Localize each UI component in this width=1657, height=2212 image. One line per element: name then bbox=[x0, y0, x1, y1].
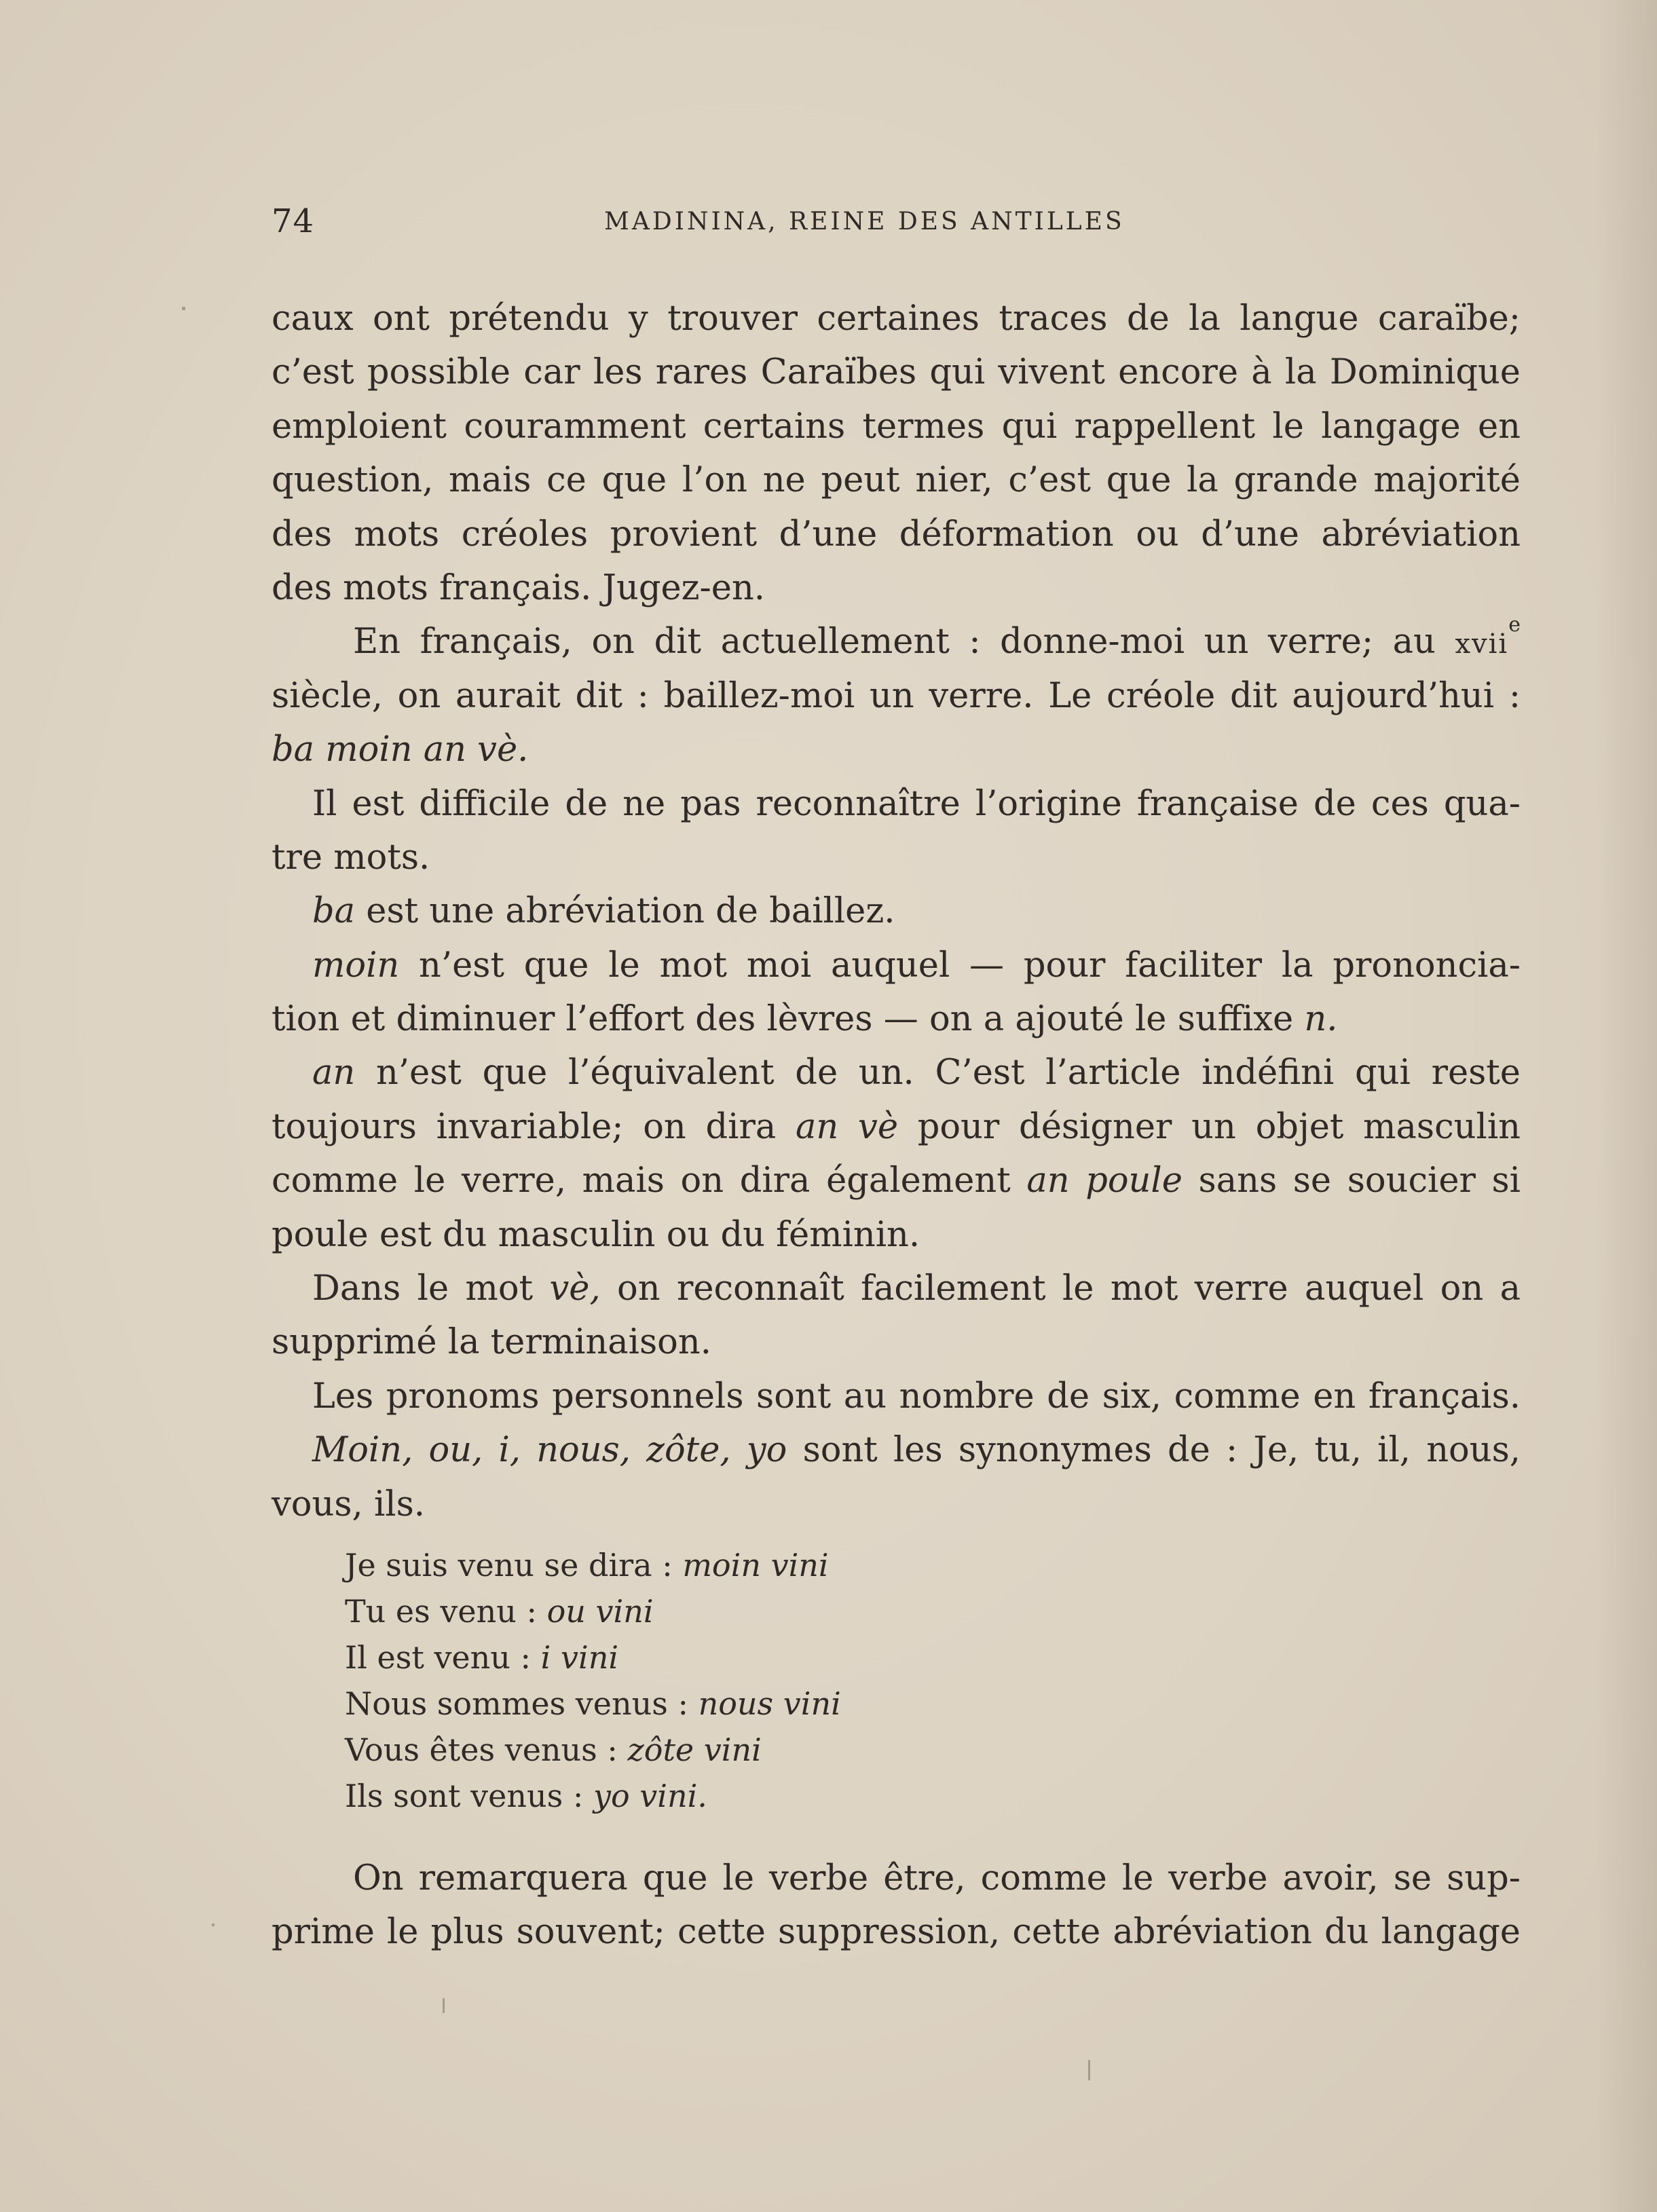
italic-creole: an vè bbox=[796, 1106, 898, 1147]
text-segment: Nous sommes venus : bbox=[345, 1685, 699, 1722]
italic-creole: nous vini bbox=[698, 1685, 841, 1722]
text-line bbox=[272, 1154, 1521, 1207]
text-segment: Dans le mot bbox=[312, 1269, 550, 1309]
text-segment: n’est que le mot moi auquel — pour faciliter la prononcia- bbox=[399, 945, 1521, 986]
text-segment: tion et diminuer l’effort des lèvres — on a ajouté le suffixe bbox=[272, 999, 1305, 1040]
conjugation-item bbox=[345, 1681, 841, 1727]
text-line bbox=[272, 939, 1521, 992]
italic-creole: ba bbox=[312, 891, 356, 932]
text-line bbox=[272, 1046, 1521, 1100]
text-line: supprimé la terminaison. bbox=[272, 1322, 711, 1363]
closing-paragraph bbox=[272, 1852, 1521, 1960]
text-line: Les pronoms personnels sont au nombre de six, comme en français. bbox=[312, 1376, 1521, 1417]
paper-speck bbox=[212, 1924, 215, 1926]
text-line bbox=[272, 1262, 1521, 1315]
running-title: MADININA, REINE DES ANTILLES bbox=[604, 208, 1125, 236]
text-line bbox=[272, 723, 1521, 776]
text-segment: n’est que l’équivalent de un. C’est l’article indéfini qui reste bbox=[355, 1053, 1521, 1093]
text-line: Il est difficile de ne pas reconnaître l’origine française de ces qua- bbox=[312, 783, 1521, 824]
text-line: vous, ils. bbox=[272, 1484, 425, 1524]
text-line bbox=[272, 1423, 1521, 1477]
text-line: question, mais ce que l’on ne peut nier, c’est que la grande majorité bbox=[272, 460, 1521, 501]
italic-creole: ou, bbox=[413, 1430, 483, 1471]
italic-creole: yo vini. bbox=[593, 1778, 707, 1814]
italic-creole: i vini bbox=[540, 1639, 619, 1676]
conjugation-item bbox=[345, 1542, 841, 1588]
text-segment: sont les synonymes de : Je, tu, il, nous, bbox=[787, 1430, 1521, 1471]
text-line: prime le plus souvent; cette suppression, cette abréviation du langage bbox=[272, 1912, 1521, 1953]
italic-creole: an bbox=[312, 1053, 356, 1093]
text-segment: sans se soucier si bbox=[1182, 1161, 1521, 1201]
page-number: 74 bbox=[272, 202, 315, 240]
italic-creole: ou vini bbox=[546, 1593, 654, 1630]
italic-creole: i, bbox=[483, 1430, 521, 1471]
text-segment: toujours invariable; on dira bbox=[272, 1106, 796, 1147]
text-line: emploient couramment certains termes qui rappellent le langage en bbox=[272, 406, 1521, 447]
century-numeral: xvii bbox=[1455, 629, 1509, 660]
italic-creole: zôte, bbox=[630, 1430, 731, 1471]
text-line: tre mots. bbox=[272, 837, 430, 878]
italic-creole: an poule bbox=[1026, 1161, 1183, 1201]
conjugation-item bbox=[345, 1773, 841, 1819]
text-segment: Ils sont venus : bbox=[345, 1778, 593, 1814]
text-segment: pour désigner un objet masculin bbox=[898, 1106, 1521, 1147]
text-segment: Tu es venu : bbox=[345, 1593, 547, 1630]
italic-creole: vè, bbox=[549, 1269, 601, 1309]
conjugation-item bbox=[345, 1588, 841, 1634]
conjugation-list bbox=[345, 1542, 841, 1819]
paper-speck bbox=[443, 1998, 445, 2013]
text-line: des mots créoles provient d’une déformation ou d’une abréviation bbox=[272, 514, 1521, 555]
text-segment: Il est venu : bbox=[345, 1639, 541, 1676]
text-segment: Vous êtes venus : bbox=[345, 1731, 628, 1768]
italic-creole: zôte vini bbox=[627, 1731, 762, 1768]
text-segment: est une abréviation de baillez. bbox=[355, 891, 895, 932]
italic-creole: ba moin an vè. bbox=[272, 730, 529, 770]
text-segment: comme le verre, mais on dira également bbox=[272, 1161, 1027, 1201]
main-text bbox=[272, 292, 1521, 1531]
italic-creole: moin bbox=[312, 945, 400, 986]
text-line: On remarquera que le verbe être, comme le verbe avoir, se sup- bbox=[353, 1858, 1521, 1898]
italic-creole: yo bbox=[730, 1430, 787, 1471]
text-line bbox=[272, 992, 1521, 1046]
page-edge-shadow bbox=[1596, 0, 1657, 2212]
text-line: des mots français. Jugez-en. bbox=[272, 567, 765, 608]
paper-speck bbox=[1088, 2060, 1090, 2080]
text-line: c’est possible car les rares Caraïbes qui vivent encore à la Dominique bbox=[272, 352, 1521, 393]
text-segment: on reconnaît facilement le mot verre auquel on a bbox=[600, 1269, 1521, 1309]
text-line: poule est du masculin ou du féminin. bbox=[272, 1214, 920, 1255]
text-line: caux ont prétendu y trouver certaines traces de la langue caraïbe; bbox=[272, 299, 1521, 339]
text-line bbox=[272, 615, 1521, 669]
text-line bbox=[272, 1100, 1521, 1154]
italic-creole: n. bbox=[1304, 999, 1338, 1040]
page-header bbox=[272, 202, 1521, 243]
text-segment: En français, on dit actuellement : donne-moi un verre; au bbox=[353, 622, 1436, 662]
text-segment: Je suis venu se dira : bbox=[345, 1547, 683, 1583]
text-line: siècle, on aurait dit : baillez-moi un verre. Le créole dit aujourd’hui : bbox=[272, 675, 1521, 716]
text-line bbox=[272, 884, 1521, 938]
conjugation-item bbox=[345, 1727, 841, 1773]
italic-creole: Moin, bbox=[312, 1430, 413, 1471]
paper-speck bbox=[182, 307, 185, 310]
superscript: e bbox=[1508, 613, 1521, 637]
italic-creole: nous, bbox=[521, 1430, 631, 1471]
conjugation-item bbox=[345, 1634, 841, 1681]
italic-creole: moin vini bbox=[682, 1547, 829, 1583]
